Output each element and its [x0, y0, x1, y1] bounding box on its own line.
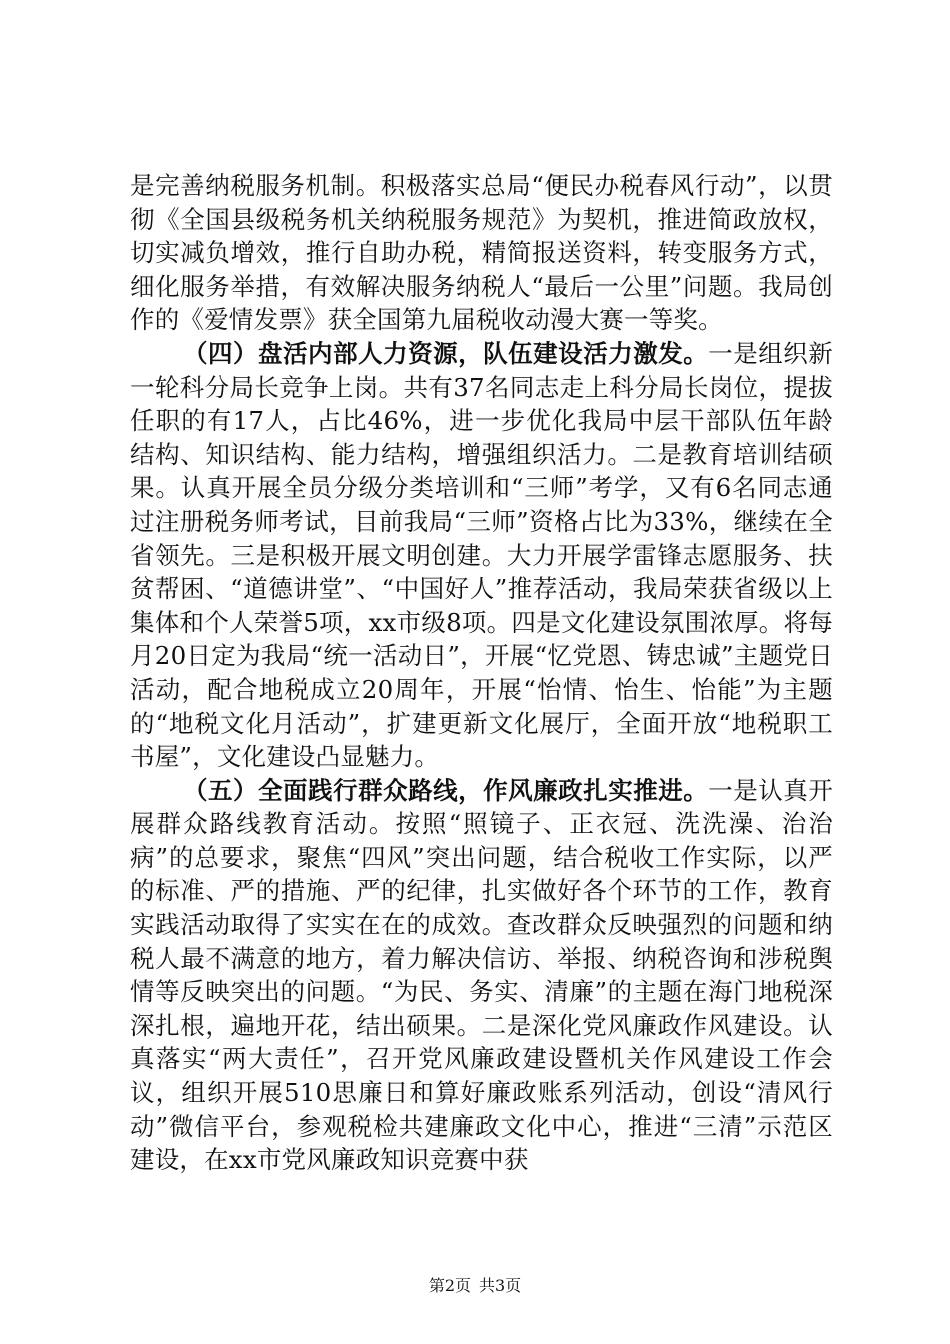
section-heading-five: （五）全面践行群众路线，作风廉政扎实推进。: [183, 775, 709, 805]
paragraph-human-resources: [130, 337, 833, 774]
paragraph-text: 一是认真开展群众路线教育活动。按照“照镜子、正衣冠、洗洗澡、治治病”的总要求，聚焦“四风”突出问题，结合税收工作实际，以严的标准、严的措施、严的纪律，扎实做好各个环节的工作，教育实践活动取得了实实在在的成效。查改群众反映强烈的问题和纳税人最不满意的地方，着力解决信访、举报、纳税咨询和涉税舆情等反映突出的问题。“为民、务实、清廉”的主题在海门地税深深扎根，遍地开花，结出硕果。二是深化党风廉政作风建设。认真落实“两大责任”，召开党风廉政建设暨机关作风建设工作会议，组织开展510思廉日和算好廉政账系列活动，创设“清风行动”微信平台，参观税检共建廉政文化中心，推进“三清”示范区建设，在xx市党风廉政知识竞赛中获: [130, 775, 833, 1175]
paragraph-service-mechanism: [130, 169, 833, 337]
section-heading-four: （四）盘活内部人力资源，队伍建设活力激发。: [183, 338, 709, 368]
document-body: [130, 169, 833, 1177]
paragraph-text: 一是组织新一轮科分局长竞争上岗。共有37名同志走上科分局长岗位，提拔任职的有17人，占比46%，进一步优化我局中层干部队伍年龄结构、知识结构、能力结构，增强组织活力。二是教育培训结硕果。认真开展全员分级分类培训和“三师”考学，又有6名同志通过注册税务师考试，目前我局“三师”资格占比为33%，继续在全省领先。三是积极开展文明创建。大力开展学雷锋志愿服务、扶贫帮困、“道德讲堂”、“中国好人”推荐活动，我局荣获省级以上集体和个人荣誉5项，xx市级8项。四是文化建设氛围浓厚。将每月20日定为我局“统一活动日”，开展“忆党恩、铸忠诚”主题党日活动，配合地税成立20周年，开展“怡情、怡生、怡能”为主题的“地税文化月活动”，扩建更新文化展厅，全面开放“地税职工书屋”，文化建设凸显魅力。: [130, 338, 833, 772]
page-number: 第2页: [428, 1276, 471, 1295]
page-footer: [0, 1276, 950, 1296]
paragraph-mass-line: [130, 774, 833, 1177]
paragraph-text: 是完善纳税服务机制。积极落实总局“便民办税春风行动”，以贯彻《全国县级税务机关纳税服务规范》为契机，推进简政放权，切实减负增效，推行自助办税，精简报送资料，转变服务方式，细化服务举措，有效解决服务纳税人“最后一公里”问题。我局创作的《爱情发票》获全国第九届税收动漫大赛一等奖。: [130, 171, 833, 335]
page-total: 共3页: [479, 1276, 522, 1295]
